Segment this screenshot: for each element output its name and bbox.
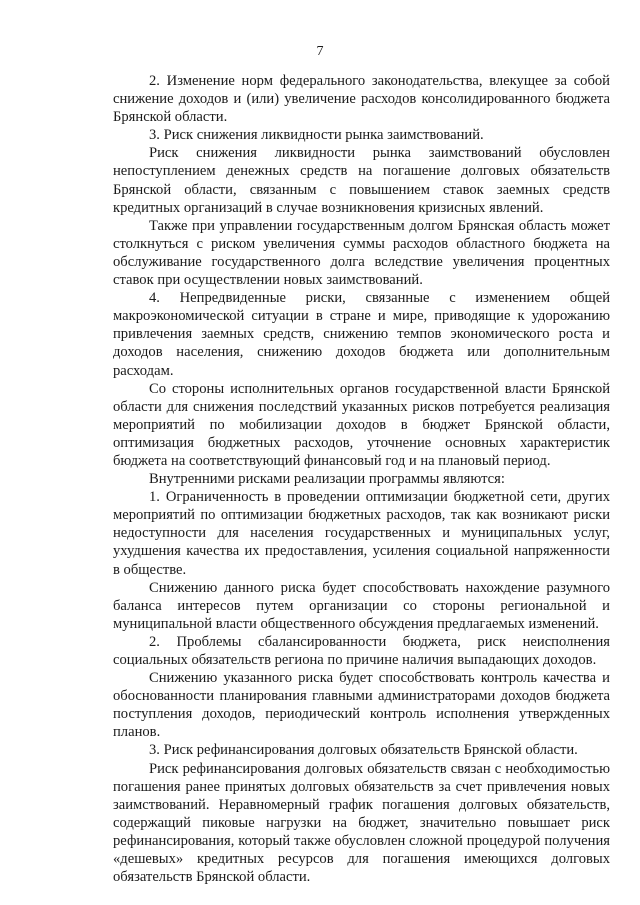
paragraph: 3. Риск снижения ликвидности рынка заимствований. [149, 127, 484, 144]
document-body [113, 72, 610, 886]
paragraph: 3. Риск рефинансирования долговых обязательств Брянской области. [149, 742, 578, 759]
paragraph: 2. Изменение норм федерального законодательства, влекущее за собой снижение доходов и (или) увеличение расходов консолидированного бюджета Брянской области. [113, 73, 610, 126]
page-number: 7 [316, 44, 324, 59]
paragraph: Снижению указанного риска будет способствовать контроль качества и обоснованности планирования главными администраторами доходов бюджета поступления доходов, периодический контроль исполнения утвержденных планов. [113, 670, 610, 741]
paragraph: Снижению данного риска будет способствовать нахождение разумного баланса интересов путем организации со стороны региональной и муниципальной власти общественного обсуждения предлагаемых изменений. [113, 579, 610, 632]
paragraph: Риск рефинансирования долговых обязательств связан с необходимостью погашения ранее принятых долговых обязательств за счет привлечения новых заимствований. Неравномерный график погашения долговых обязательств, содержащий пиковые нагрузки на бюджет, значительно повышает риск рефинансирования, который также обусловлен сложной процедурой получения «дешевых» кредитных ресурсов для погашения имеющихся долговых обязательств Брянской области. [113, 760, 610, 886]
paragraph: Внутренними рисками реализации программы являются: [149, 471, 505, 488]
paragraph: Риск снижения ликвидности рынка заимствований обусловлен непоступлением денежных средств на погашение долговых обязательств Брянской области, связанным с повышением ставок заемных средств кредитных организаций в случае возникновения кризисных явлений. [113, 145, 610, 216]
paragraph: 4. Непредвиденные риски, связанные с изменением общей макроэкономической ситуации в стране и мире, приводящие к удорожанию привлечения заемных средств, снижению темпов экономического роста и доходов населения, снижению доходов бюджета или дополнительным расходам. [113, 290, 610, 379]
paragraph: Также при управлении государственным долгом Брянская область может столкнуться с риском увеличения суммы расходов областного бюджета на обслуживание государственного долга вследствие увеличения процентных ставок при осуществлении новых заимствований. [113, 217, 610, 289]
paragraph: 1. Ограниченность в проведении оптимизации бюджетной сети, других мероприятий по оптимизации бюджетных расходов, так как возникают риски недоступности для населения государственных и муниципальных услуг, ухудшения качества их предоставления, усиления социальной напряженности в обществе. [113, 489, 610, 578]
paragraph: Со стороны исполнительных органов государственной власти Брянской области для снижения последствий указанных рисков потребуется реализация мероприятий по мобилизации доходов в бюджет Брянской области, оптимизация бюджетных расходов, уточнение основных характеристик бюджета на соответствующий финансовый год и на плановый период. [113, 380, 610, 469]
paragraph: 2. Проблемы сбалансированности бюджета, риск неисполнения социальных обязательств региона по причине наличия выпадающих доходов. [113, 633, 610, 668]
